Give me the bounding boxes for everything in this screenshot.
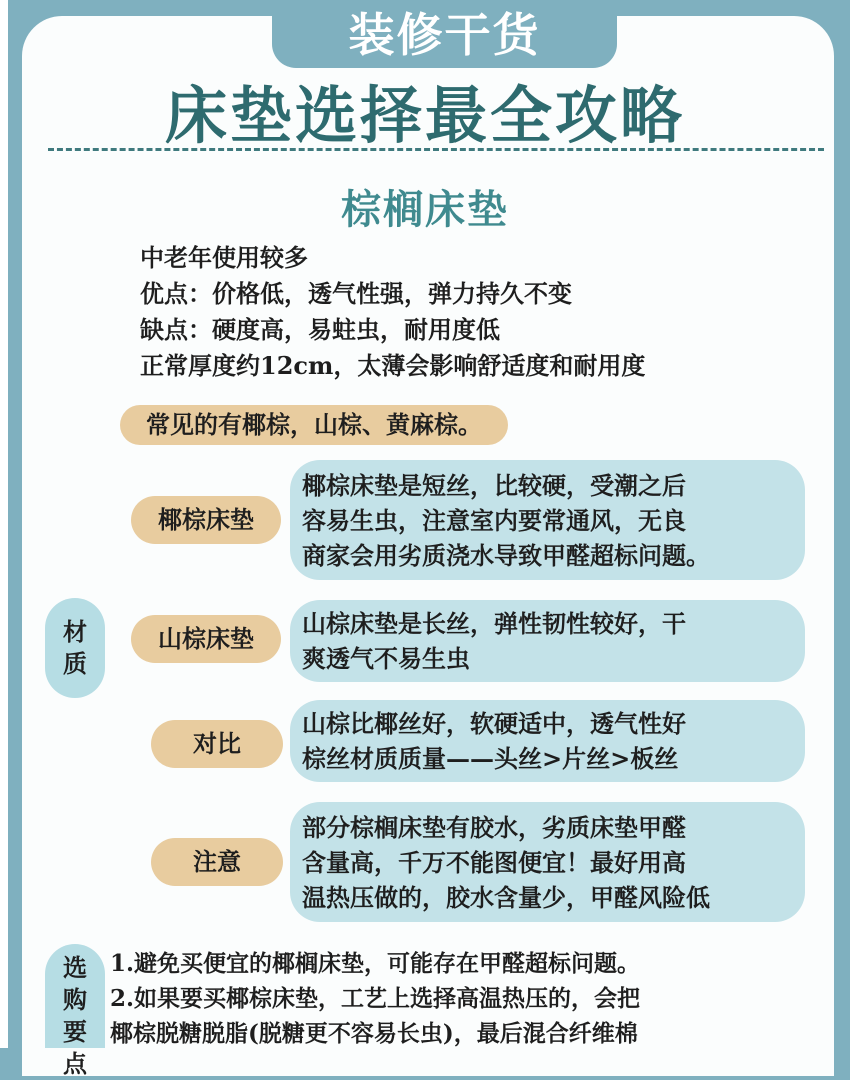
buying-tips: [110, 946, 830, 1051]
bubble-compare: [290, 700, 805, 782]
bubble-line: 温热压做的，胶水含量少，甲醛风险低: [302, 883, 710, 912]
bubble-line: 含量高，千万不能图便宜！最好用高: [302, 848, 686, 877]
bubble-notice: [290, 802, 805, 922]
bubble-line: 山棕比椰丝好，软硬适中，透气性好: [302, 709, 686, 738]
intro-text: [140, 240, 820, 384]
side-label-char: 点: [63, 1049, 87, 1078]
dashed-divider: [48, 148, 824, 151]
bubble-line: 椰棕床垫是短丝，比较硬，受潮之后: [302, 471, 686, 500]
intro-line: 正常厚度约12cm，太薄会影响舒适度和耐用度: [140, 351, 646, 380]
side-label-char: 购: [63, 985, 87, 1014]
side-label-char: 材: [63, 617, 87, 646]
bubble-line: 商家会用劣质浇水导致甲醛超标问题。: [302, 541, 710, 570]
section-title: 棕榈床垫: [341, 187, 509, 233]
label-mountain-palm: 山棕床垫: [131, 615, 281, 663]
material-side-label: [45, 598, 105, 698]
intro-line: 中老年使用较多: [140, 243, 308, 272]
intro-line: 缺点：硬度高，易蛀虫，耐用度低: [140, 315, 500, 344]
side-label-char: 选: [63, 953, 87, 982]
bubble-line: 爽透气不易生虫: [302, 644, 470, 673]
bubble-line: 容易生虫，注意室内要常通风，无良: [302, 506, 686, 535]
header-tag: 装修干货: [272, 10, 617, 68]
tip-line: 1.避免买便宜的椰榈床垫，可能存在甲醛超标问题。: [110, 950, 641, 977]
left-edge-strip: [0, 0, 8, 1048]
buying-side-label: [45, 944, 105, 1078]
page-title: 床垫选择最全攻略: [164, 79, 685, 152]
tip-line: 2.如果要买椰棕床垫，工艺上选择高温热压的，会把: [110, 985, 641, 1012]
bubble-coconut-palm: [290, 460, 805, 580]
bubble-line: 部分棕榈床垫有胶水，劣质床垫甲醛: [302, 813, 686, 842]
bubble-line: 山棕床垫是长丝，弹性韧性较好，干: [302, 609, 686, 638]
label-notice: 注意: [151, 838, 283, 886]
side-label-char: 质: [63, 649, 87, 678]
side-label-char: 要: [63, 1017, 87, 1046]
intro-line: 优点：价格低，透气性强，弹力持久不变: [140, 279, 572, 308]
label-coconut-palm: 椰棕床垫: [131, 496, 281, 544]
bubble-mountain-palm: [290, 600, 805, 682]
label-compare: 对比: [151, 720, 283, 768]
tip-line: 椰棕脱糖脱脂(脱糖更不容易长虫)，最后混合纤维棉: [110, 1020, 638, 1047]
common-types-pill: 常见的有椰棕，山棕、黄麻棕。: [120, 405, 508, 445]
bubble-line: 棕丝材质质量——头丝>片丝>板丝: [302, 744, 679, 773]
